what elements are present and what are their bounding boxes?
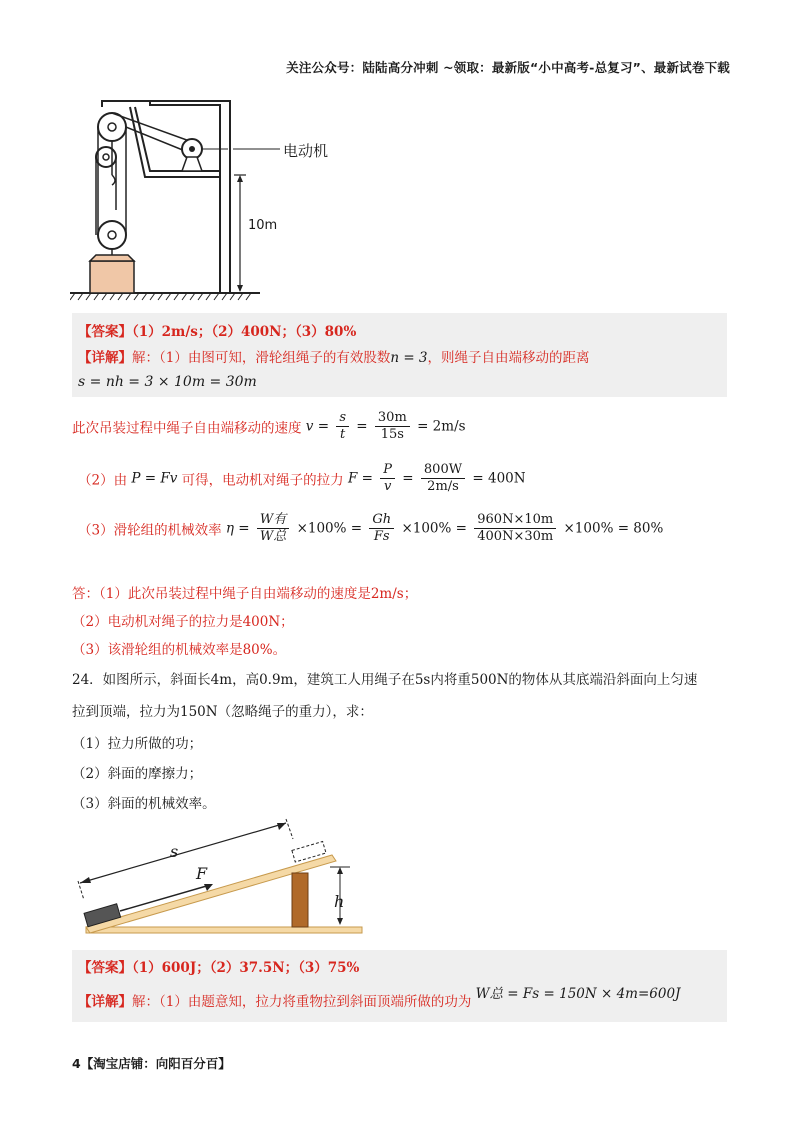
answer-2-line: 【答案】（1）600J；（2）37.5N；（3）75% <box>78 960 360 976</box>
efficiency-line: （3）滑轮组的机械效率 η = $\frac{\text{W有}}{\text{W总}}$ ×100% = $\frac{Gh}{Fs}$ ×100% = $\frac{960N\times 10m}{400N\times 30m}$ ×100% = 80% <box>78 512 664 544</box>
h-label: h <box>334 892 345 911</box>
detail-2-line: 【详解】解：（1）由题意知，拉力将重物拉到斜面顶端所做的功为 W总 = Fs = 150N × 4m=600J <box>78 986 681 1010</box>
f-label: F <box>196 864 208 883</box>
question-24-line2: 拉到顶端，拉力为150N（忽略绳子的重力），求： <box>72 704 373 720</box>
speed-line: 此次吊装过程中绳子自由端移动的速度 v = $\frac{s}{t}$ = $\frac{30m}{15s}$ = 2m/s <box>72 410 466 442</box>
conclusion-2: （2）电动机对绳子的拉力是400N； <box>72 614 294 630</box>
conclusion-3: （3）该滑轮组的机械效率是80%。 <box>72 642 287 658</box>
question-24-item2: （2）斜面的摩擦力； <box>72 766 203 782</box>
question-24-item1: （1）拉力所做的功； <box>72 736 203 752</box>
force-line: （2）由 P = Fv 可得，电动机对绳子的拉力 F = $\frac{P}{v}$ = $\frac{800W}{2m/s}$ = 400N <box>78 462 526 494</box>
pulley-figure <box>70 95 330 305</box>
question-24-item3: （3）斜面的机械效率。 <box>72 796 216 812</box>
distance-equation: s = nh = 3 × 10m = 30m <box>78 374 257 390</box>
question-24-line1: 24．如图所示，斜面长4m，高0.9m，建筑工人用绳子在5s内将重500N的物体从其底端沿斜面向上匀速 <box>72 672 698 688</box>
motor-label: 电动机 <box>283 142 329 160</box>
detail-1-line: 【详解】解：（1）由图可知，滑轮组绳子的有效股数n = 3，则绳子自由端移动的距离 <box>78 350 590 366</box>
incline-figure <box>72 815 372 945</box>
page-footer: 4【淘宝店铺：向阳百分百】 <box>72 1056 231 1071</box>
answer-1-line: 【答案】（1）2m/s；（2）400N；（3）80% <box>78 324 357 340</box>
page-header: 关注公众号：陆陆高分冲刺 ~领取：最新版“小中高考-总复习”、最新试卷下载 <box>286 60 730 75</box>
height-label: 10m <box>248 218 278 233</box>
conclusion-1: 答：（1）此次吊装过程中绳子自由端移动的速度是2m/s； <box>72 586 418 602</box>
s-label: s <box>170 842 179 861</box>
